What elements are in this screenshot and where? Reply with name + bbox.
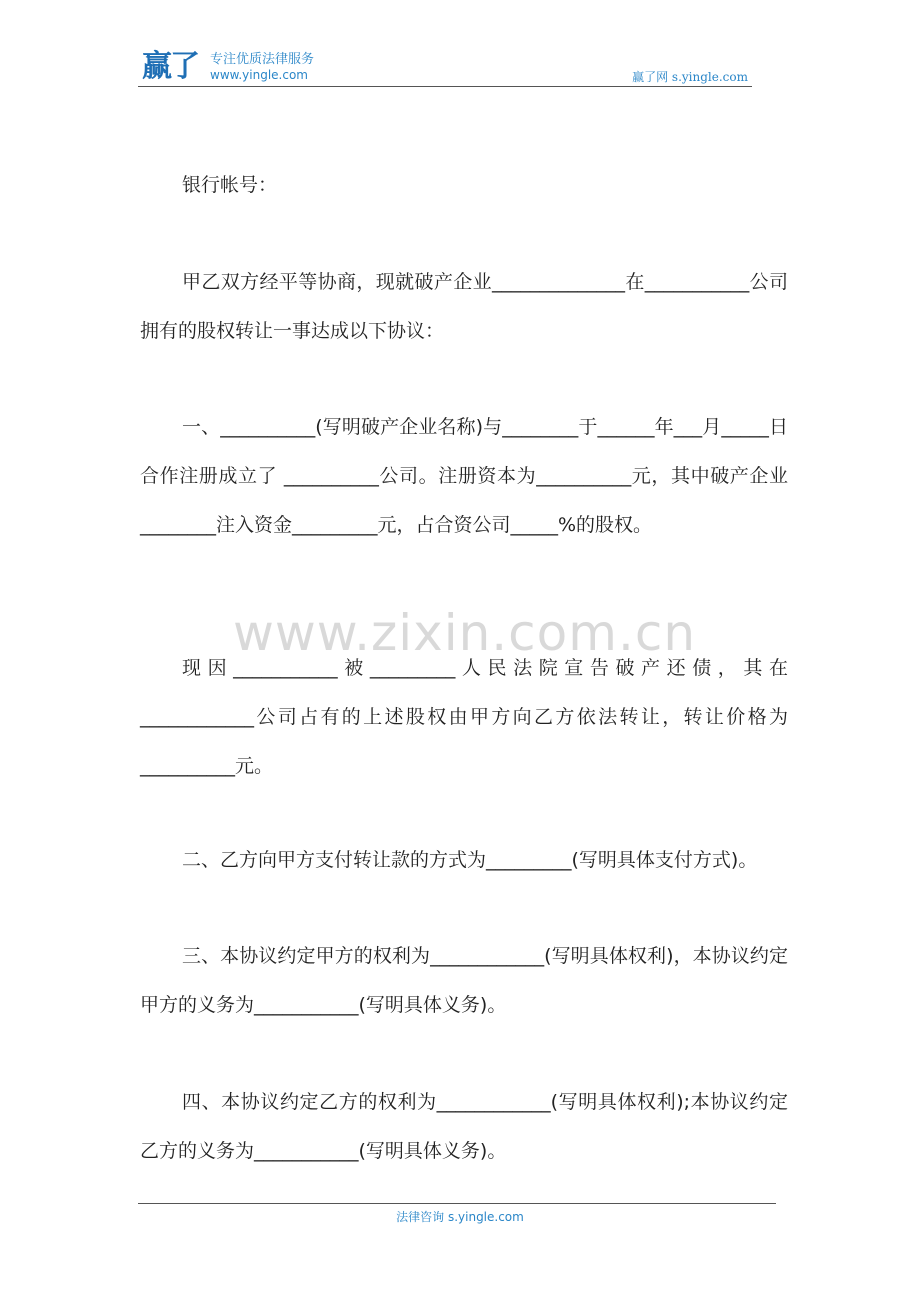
footer-link[interactable]: 法律咨询 s.yingle.com	[396, 1210, 524, 1224]
paragraph-bankruptcy: 现因___________被_________人民法院宣告破产还债，其在____________公司占有的上述股权由甲方向乙方依法转让，转让价格为__________元。	[140, 657, 788, 777]
watermark: www.zixin.com.cn	[233, 604, 697, 662]
logo: 赢了	[142, 49, 198, 84]
paragraph-intro: 甲乙双方经平等协商，现就破产企业______________在___________公司拥有的股权转让一事达成以下协议：	[140, 271, 788, 342]
footer-divider	[138, 1203, 776, 1204]
paragraph-clause-1: 一、__________(写明破产企业名称)与________于______年___月_____日合作注册成立了 __________公司。注册资本为__________元，其中破产企业________注入资金_________元，占合资公司_____%的股权。	[140, 416, 788, 536]
paragraph-clause-2: 二、乙方向甲方支付转让款的方式为_________(写明具体支付方式)。	[182, 849, 758, 871]
header-site-link[interactable]: 赢了网 s.yingle.com	[632, 70, 748, 84]
page-header	[138, 48, 752, 88]
paragraph-clause-4: 四、本协议约定乙方的权利为____________(写明具体权利);本协议约定乙方的义务为___________(写明具体义务)。	[140, 1091, 788, 1162]
header-divider	[138, 86, 752, 87]
logo-tagline: 专注优质法律服务	[210, 52, 315, 67]
paragraph-bank-account: 银行帐号：	[182, 174, 278, 196]
paragraph-clause-3: 三、本协议约定甲方的权利为____________(写明具体权利)，本协议约定甲方的义务为___________(写明具体义务)。	[140, 945, 788, 1016]
logo-url[interactable]: www.yingle.com	[210, 68, 308, 82]
